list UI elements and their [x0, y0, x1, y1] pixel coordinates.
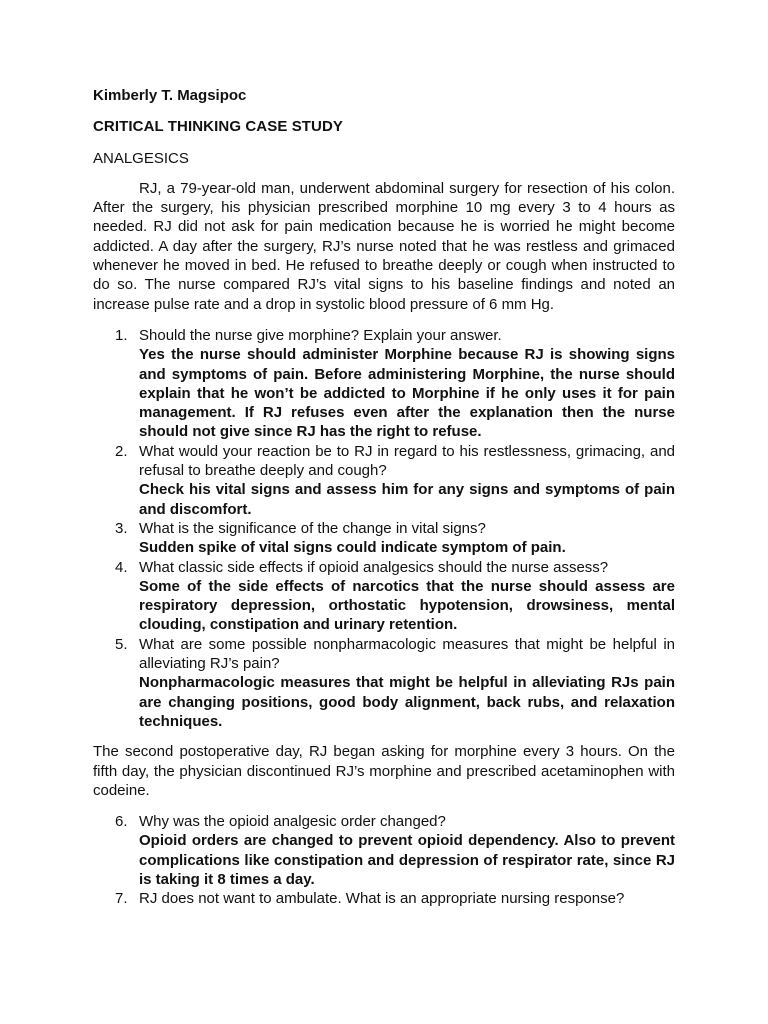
- question-text: Why was the opioid analgesic order changed?: [139, 813, 446, 831]
- question-number: 3.: [115, 519, 128, 537]
- answer-text: Nonpharmacologic measures that might be helpful in alleviating RJs pain are changing positions, good body alignment, back rubs, and relaxation techniques.: [139, 674, 675, 730]
- question-item: [93, 889, 675, 908]
- answer-text: Sudden spike of vital signs could indicate symptom of pain.: [139, 539, 566, 557]
- author-name: Kimberly T. Magsipoc: [93, 87, 247, 104]
- document-subtitle: ANALGESICS: [93, 149, 189, 167]
- question-text: What would your reaction be to RJ in regard to his restlessness, grimacing, and refusal to breathe deeply and cough?: [139, 442, 675, 480]
- document-title: CRITICAL THINKING CASE STUDY: [93, 118, 344, 136]
- question-item: [93, 442, 675, 519]
- question-text: RJ does not want to ambulate. What is an appropriate nursing response?: [139, 890, 625, 908]
- question-number: 4.: [115, 558, 128, 576]
- question-item: [93, 635, 675, 731]
- question-number: 6.: [115, 813, 128, 831]
- question-number: 2.: [115, 442, 128, 460]
- case-intro-paragraph: RJ, a 79-year-old man, underwent abdominal surgery for resection of his colon. After the surgery, his physician prescribed morphine 10 mg every 3 to 4 hours as needed. RJ did not ask for pain medication because he is worried he might become addicted. A day after the surgery, RJ’s nurse noted that he was restless and grimaced whenever he moved in bed. He refused to breathe deeply or cough when instructed to do so. The nurse compared RJ’s vital signs to his baseline findings and noted an increase pulse rate and a drop in systolic blood pressure of 6 mm Hg.: [93, 179, 675, 313]
- question-text: Should the nurse give morphine? Explain your answer.: [139, 326, 502, 344]
- answer-text: Some of the side effects of narcotics that the nurse should assess are respiratory depression, orthostatic hypotension, drowsiness, mental clouding, constipation and urinary retention.: [139, 577, 675, 634]
- question-item: [93, 812, 675, 889]
- question-list-part1: [93, 326, 675, 731]
- question-list-part2: [93, 812, 675, 908]
- question-number: 5.: [115, 635, 128, 653]
- answer-text: Check his vital signs and assess him for any signs and symptoms of pain and discomfort.: [139, 481, 675, 518]
- document-page: [93, 86, 675, 920]
- second-paragraph: The second postoperative day, RJ began asking for morphine every 3 hours. On the fifth day, the physician discontinued RJ’s morphine and prescribed acetaminophen with codeine.: [93, 743, 675, 799]
- question-number: 7.: [115, 890, 128, 908]
- question-text: What classic side effects if opioid analgesics should the nurse assess?: [139, 558, 609, 576]
- answer-text: Yes the nurse should administer Morphine because RJ is showing signs and symptoms of pain. Before administering Morphine, the nurse should explain that he won’t be addicted to Morphine if he only uses it for pain management. If RJ refuses even after the explanation then the nurse should not give since RJ has the right to refuse.: [139, 346, 675, 441]
- question-item: [93, 519, 675, 558]
- question-item: [93, 326, 675, 442]
- question-number: 1.: [115, 326, 128, 344]
- question-item: [93, 558, 675, 635]
- answer-text: Opioid orders are changed to prevent opioid dependency. Also to prevent complications like constipation and depression of respirator rate, since RJ is taking it 8 times a day.: [139, 832, 675, 888]
- question-text: What are some possible nonpharmacologic measures that might be helpful in alleviating RJ’s pain?: [139, 635, 675, 673]
- question-text: What is the significance of the change in vital signs?: [139, 519, 486, 537]
